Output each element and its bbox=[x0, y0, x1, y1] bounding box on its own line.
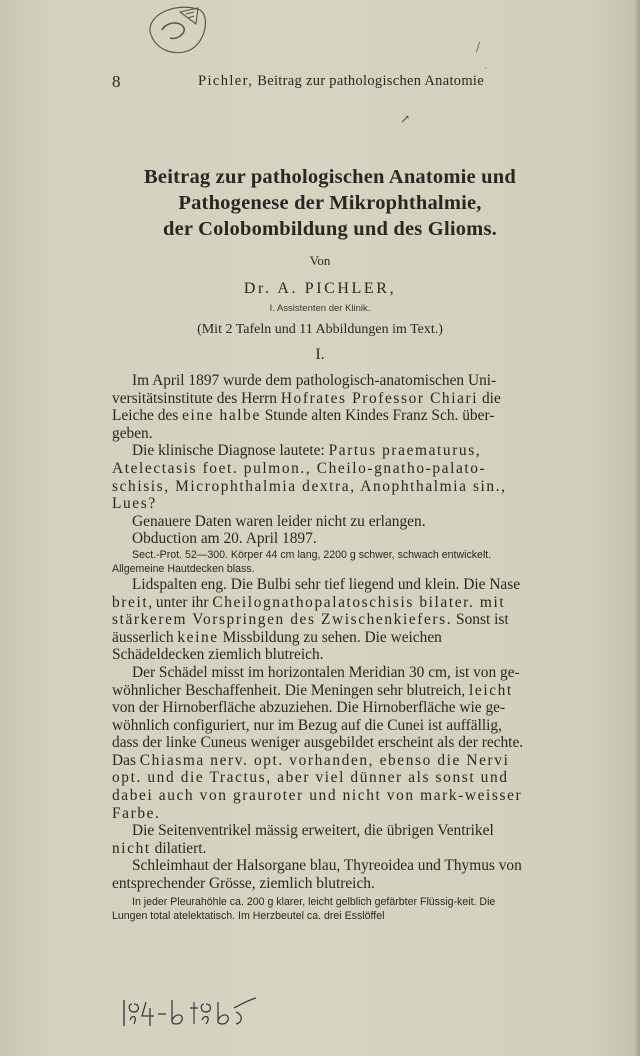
spaced-text: breit bbox=[112, 593, 149, 611]
text-run: Im April 1897 wurde dem pathologisch-anatomischen Uni-versitätsinstitute des Herrn bbox=[112, 372, 497, 407]
running-author: Pichler, bbox=[198, 73, 254, 89]
article-body bbox=[112, 372, 532, 923]
paragraph bbox=[112, 664, 532, 822]
page-edge-shadow bbox=[634, 0, 640, 1056]
text-run: Missbildung zu sehen. Die weichen Schädeldecken ziemlich blutreich. bbox=[112, 628, 442, 664]
paragraph: Genauere Daten waren leider nicht zu erlangen. bbox=[132, 512, 426, 530]
author-affiliation: I. Assistenten der Klinik. bbox=[269, 303, 371, 314]
spaced-text: keine bbox=[177, 628, 219, 646]
text-run: Die Seitenventrikel mässig erweitert, die übrigen Ventrikel bbox=[132, 822, 494, 840]
text-run: Sonst ist äusserlich bbox=[112, 611, 509, 646]
handwritten-shelfmark bbox=[120, 994, 260, 1030]
paragraph bbox=[112, 576, 532, 664]
paragraph bbox=[112, 372, 532, 442]
paragraph: Obduction am 20. April 1897. bbox=[132, 530, 317, 548]
spaced-text: eine halbe bbox=[182, 407, 261, 425]
spaced-text: Chiasma nerv. opt. vorhanden, ebenso die Nervi opt. und die Tractus, aber viel dünner als sonst und dabei auch von grauroter und nicht von mark-weisser Farbe. bbox=[112, 751, 523, 822]
paragraph bbox=[112, 442, 532, 512]
byline-von: Von bbox=[309, 253, 331, 268]
section-number: I. bbox=[315, 346, 325, 363]
library-stamp-icon bbox=[140, 2, 212, 62]
small-paragraph: In jeder Pleurahöhle ca. 200 g klarer, leicht gelblich gefärbter Flüssig-keit. Die Lungen total atelektatisch. Im Herzbeutel ca. drei Esslöffel bbox=[112, 895, 496, 922]
spaced-text: Cheilognathopalatoschisis bilater. mit stärkerem Vorspringen des Zwischenkiefers. bbox=[112, 593, 506, 629]
spaced-text: leicht bbox=[469, 681, 513, 699]
text-run: die Leiche des bbox=[112, 389, 501, 425]
paragraph: Schleimhaut der Halsorgane blau, Thyreoidea und Thymus von entsprechender Grösse, ziemlich blutreich. bbox=[112, 857, 522, 893]
spaced-text: Partus praematurus, Atelectasis foet. pulmon., Cheilo-gnatho-palato-schisis, Microphthalmia dextra, Anophthalmia sin., Lues? bbox=[112, 442, 507, 513]
pencil-mark: ↗ bbox=[400, 112, 411, 126]
pencil-mark: / bbox=[476, 40, 481, 54]
text-run: Lidspalten eng. Die Bulbi sehr tief liegend und klein. Die Nase bbox=[132, 575, 521, 593]
author-name: Dr. A. PICHLER, bbox=[243, 280, 397, 297]
paragraph bbox=[112, 822, 532, 857]
text-run: dilatiert. bbox=[150, 839, 207, 857]
text-run: Der Schädel misst im horizontalen Meridian 30 cm, ist von ge-wöhnlicher Beschaffenheit. Die Meningen sehr blutreich, bbox=[112, 663, 520, 699]
title-line: Pathogenese der Mikrophthalmie, bbox=[178, 192, 482, 214]
illustration-note: (Mit 2 Tafeln und 11 Abbildungen im Text.) bbox=[197, 322, 443, 337]
page-number: 8 bbox=[112, 72, 121, 91]
small-paragraph: Sect.-Prot. 52—300. Körper 44 cm lang, 2200 g schwer, schwach entwickelt. Allgemeine Hautdecken blass. bbox=[112, 548, 492, 575]
running-title bbox=[198, 73, 484, 90]
text-run: Die klinische Diagnose lautete: bbox=[132, 442, 329, 460]
running-title-text: Beitrag zur pathologischen Anatomie bbox=[253, 73, 484, 89]
pencil-mark: ˏ bbox=[484, 58, 488, 69]
running-header bbox=[112, 72, 532, 92]
spaced-text: nicht bbox=[112, 839, 151, 857]
title-line: Beitrag zur pathologischen Anatomie und bbox=[144, 166, 516, 188]
text-run: Stunde alten Kindes Franz Sch. über-geben. bbox=[112, 407, 495, 442]
text-run: von der Hirnoberfläche abzuziehen. Die Hirnoberfläche wie ge-wöhnlich configuriert, nur im Bezug auf die Cunei ist auffällig, dass der linke Cuneus weniger ausgebildet erscheint als der rechte. Das bbox=[112, 699, 524, 769]
spaced-text: Hofrates Professor Chiari bbox=[280, 389, 479, 407]
title-line: der Colobombildung und des Glioms. bbox=[163, 218, 497, 240]
article-title bbox=[110, 164, 550, 242]
text-run: , unter ihr bbox=[148, 593, 213, 611]
